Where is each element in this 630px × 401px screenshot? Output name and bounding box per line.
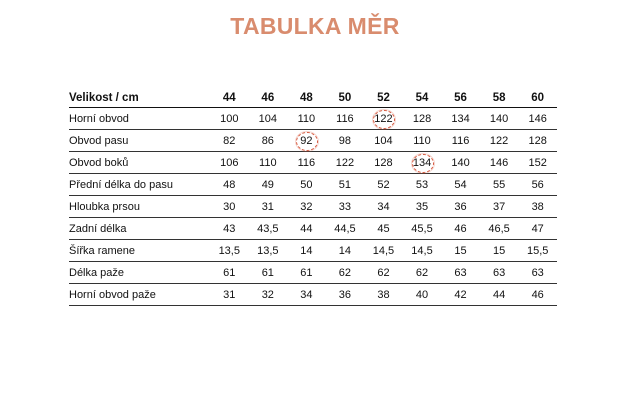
cell-value: 31	[261, 200, 274, 213]
cell-value: 100	[220, 112, 239, 125]
table-cell	[210, 240, 249, 262]
table-cell	[249, 130, 288, 152]
size-header-52: 52	[364, 88, 403, 108]
cell-value: 36	[454, 200, 467, 213]
table-cell	[210, 174, 249, 196]
cell-value: 61	[300, 266, 313, 279]
cell-value: 47	[531, 222, 544, 235]
cell-value: 15	[492, 244, 506, 257]
table-cell	[480, 262, 519, 284]
cell-value: 38	[531, 200, 544, 213]
table-cell	[287, 152, 326, 174]
table-cell	[518, 108, 557, 130]
cell-value: 37	[492, 200, 506, 213]
cell-value: 34	[300, 288, 313, 301]
row-label: Hloubka prsou	[69, 196, 210, 218]
cell-value: 128	[528, 134, 547, 147]
table-cell	[326, 196, 365, 218]
cell-value: 45	[377, 222, 390, 235]
table-cell	[210, 262, 249, 284]
table-row	[69, 196, 557, 218]
table-row	[69, 240, 557, 262]
cell-value: 62	[338, 266, 352, 279]
circled-value: 134	[412, 156, 432, 169]
row-label: Obvod boků	[69, 152, 210, 174]
cell-value: 122	[489, 134, 509, 147]
table-cell	[364, 262, 403, 284]
table-cell	[518, 218, 557, 240]
cell-value: 62	[415, 266, 429, 279]
table-cell	[326, 262, 365, 284]
table-cell	[480, 152, 519, 174]
table-cell	[441, 218, 480, 240]
cell-value: 51	[338, 178, 352, 191]
size-header-56: 56	[441, 88, 480, 108]
table-cell	[326, 152, 365, 174]
table-header-row	[69, 88, 557, 108]
table-cell	[403, 174, 442, 196]
table-row	[69, 152, 557, 174]
cell-value: 14	[338, 244, 352, 257]
cell-value: 104	[258, 112, 277, 125]
table-cell	[518, 130, 557, 152]
table-cell	[249, 218, 288, 240]
cell-value: 46,5	[488, 222, 510, 235]
cell-value: 63	[531, 266, 544, 279]
cell-value: 116	[336, 112, 354, 125]
cell-value: 62	[377, 266, 390, 279]
cell-value: 45,5	[411, 222, 433, 235]
size-header-label: Velikost / cm	[69, 88, 210, 108]
table-cell	[326, 218, 365, 240]
table-cell	[403, 108, 442, 130]
table-cell	[480, 174, 519, 196]
table-cell	[210, 218, 249, 240]
table-cell	[326, 284, 365, 306]
table-cell	[326, 108, 365, 130]
cell-value: 56	[531, 178, 544, 191]
cell-value: 152	[528, 156, 547, 169]
circled-value: 122	[374, 112, 393, 125]
table-cell	[403, 152, 442, 174]
cell-value: 82	[223, 134, 236, 147]
table-cell	[287, 284, 326, 306]
cell-value: 33	[338, 200, 352, 213]
cell-value: 42	[454, 288, 467, 301]
cell-value: 14	[300, 244, 313, 257]
table-row	[69, 130, 557, 152]
table-cell	[249, 262, 288, 284]
cell-value: 32	[261, 288, 274, 301]
cell-value: 122	[335, 156, 355, 169]
page-title: TABULKA MĚR	[230, 13, 400, 39]
table-cell	[403, 284, 442, 306]
cell-value: 128	[374, 156, 393, 169]
table-cell	[518, 152, 557, 174]
table-cell	[518, 240, 557, 262]
table-row	[69, 262, 557, 284]
cell-value: 48	[223, 178, 236, 191]
row-label: Obvod pasu	[69, 130, 210, 152]
table-cell	[403, 240, 442, 262]
table-cell	[441, 108, 480, 130]
size-header-50: 50	[326, 88, 365, 108]
size-header-48: 48	[287, 88, 326, 108]
size-header-60: 60	[518, 88, 557, 108]
table-row	[69, 218, 557, 240]
cell-value: 13,5	[218, 244, 240, 257]
measurement-table	[69, 88, 557, 306]
cell-value: 36	[338, 288, 352, 301]
cell-value: 55	[492, 178, 506, 191]
cell-value: 134	[451, 112, 470, 125]
table-cell	[287, 218, 326, 240]
table-cell	[287, 108, 326, 130]
cell-value: 116	[297, 156, 316, 169]
table-cell	[403, 130, 442, 152]
cell-value: 106	[220, 156, 239, 169]
table-cell	[480, 130, 519, 152]
table-cell	[210, 130, 249, 152]
table-cell	[249, 174, 288, 196]
table-cell	[364, 240, 403, 262]
table-cell	[441, 284, 480, 306]
table-cell	[364, 196, 403, 218]
cell-value: 31	[223, 288, 236, 301]
table-cell	[441, 152, 480, 174]
table-cell	[326, 130, 365, 152]
table-cell	[403, 262, 442, 284]
table-body	[69, 108, 557, 306]
row-label: Horní obvod paže	[69, 284, 210, 306]
cell-value: 146	[489, 156, 509, 169]
cell-value: 44	[492, 288, 506, 301]
cell-value: 146	[528, 112, 547, 125]
table-cell	[480, 240, 519, 262]
table-cell	[287, 240, 326, 262]
cell-value: 140	[489, 112, 509, 125]
table-cell	[249, 284, 288, 306]
row-label: Šířka ramene	[69, 240, 210, 262]
cell-value: 98	[338, 134, 352, 147]
table-cell	[287, 174, 326, 196]
table-row	[69, 284, 557, 306]
table-cell	[364, 152, 403, 174]
table-cell	[287, 262, 326, 284]
table-cell	[364, 174, 403, 196]
cell-value: 32	[300, 200, 313, 213]
table-cell	[364, 130, 403, 152]
cell-value: 46	[531, 288, 544, 301]
size-header-58: 58	[480, 88, 519, 108]
cell-value: 110	[413, 134, 431, 147]
table-cell	[403, 196, 442, 218]
table-cell	[249, 240, 288, 262]
cell-value: 34	[377, 200, 390, 213]
table-cell	[210, 284, 249, 306]
table-row	[69, 108, 557, 130]
table-cell	[441, 196, 480, 218]
cell-value: 116	[451, 134, 470, 147]
row-label: Horní obvod	[69, 108, 210, 130]
size-header-46: 46	[249, 88, 288, 108]
size-header-54: 54	[403, 88, 442, 108]
table-cell	[518, 174, 557, 196]
table-cell	[249, 108, 288, 130]
table-cell	[210, 152, 249, 174]
table-cell	[480, 108, 519, 130]
table-cell	[249, 196, 288, 218]
circled-value: 92	[300, 134, 313, 147]
table-cell	[441, 262, 480, 284]
table-cell	[480, 196, 519, 218]
table-cell	[441, 130, 480, 152]
cell-value: 128	[412, 112, 432, 125]
size-header-44: 44	[210, 88, 249, 108]
cell-value: 86	[261, 134, 274, 147]
cell-value: 46	[454, 222, 467, 235]
cell-value: 63	[492, 266, 506, 279]
cell-value: 53	[415, 178, 429, 191]
table-cell	[441, 240, 480, 262]
cell-value: 44,5	[334, 222, 356, 235]
table-cell	[210, 196, 249, 218]
cell-value: 40	[415, 288, 429, 301]
cell-value: 35	[415, 200, 429, 213]
cell-value: 61	[261, 266, 274, 279]
row-label: Přední délka do pasu	[69, 174, 210, 196]
cell-value: 15,5	[526, 244, 549, 257]
cell-value: 43,5	[257, 222, 279, 235]
table-cell	[518, 262, 557, 284]
cell-value: 13,5	[257, 244, 279, 257]
cell-value: 14,5	[372, 244, 395, 257]
cell-value: 104	[374, 134, 393, 147]
cell-value: 61	[223, 266, 236, 279]
table-cell	[518, 196, 557, 218]
table-cell	[210, 108, 249, 130]
cell-value: 15	[454, 244, 467, 257]
cell-value: 110	[259, 156, 277, 169]
table-cell	[441, 174, 480, 196]
cell-value: 38	[377, 288, 390, 301]
table-cell	[518, 284, 557, 306]
cell-value: 110	[297, 112, 316, 125]
cell-value: 43	[223, 222, 236, 235]
cell-value: 54	[454, 178, 467, 191]
cell-value: 52	[377, 178, 390, 191]
table-cell	[326, 240, 365, 262]
table-cell	[364, 284, 403, 306]
cell-value: 30	[223, 200, 236, 213]
cell-value: 63	[454, 266, 467, 279]
row-label: Zadní délka	[69, 218, 210, 240]
table-cell	[480, 284, 519, 306]
table-cell	[364, 108, 403, 130]
table-cell	[364, 218, 403, 240]
table-row	[69, 174, 557, 196]
cell-value: 50	[300, 178, 313, 191]
table-cell	[287, 130, 326, 152]
cell-value: 44	[300, 222, 313, 235]
table-cell	[480, 218, 519, 240]
cell-value: 140	[451, 156, 470, 169]
table-cell	[403, 218, 442, 240]
table-cell	[249, 152, 288, 174]
cell-value: 14,5	[411, 244, 433, 257]
table-cell	[326, 174, 365, 196]
table-cell	[287, 196, 326, 218]
cell-value: 49	[261, 178, 274, 191]
row-label: Délka paže	[69, 262, 210, 284]
